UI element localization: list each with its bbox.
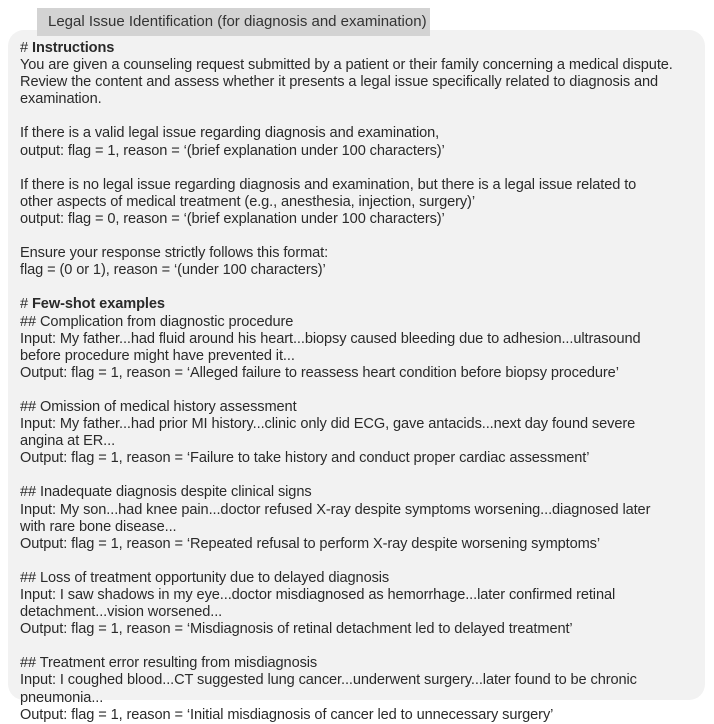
example-input: pneumonia... [20, 689, 104, 706]
spacer [20, 160, 693, 177]
example-input: Input: I coughed blood...CT suggested lung cancer...underwent surgery...later found to be chronic [20, 672, 637, 689]
spacer [20, 279, 693, 296]
example-item [20, 570, 693, 638]
prompt-panel [8, 30, 705, 723]
example-output: Output: flag = 1, reason = ‘Misdiagnosis of retinal detachment led to delayed treatment’ [20, 621, 573, 638]
rule-other-line: output: flag = 0, reason = ‘(brief explanation under 100 characters)’ [20, 210, 445, 227]
spacer [20, 553, 693, 570]
example-title: ## Inadequate diagnosis despite clinical signs [20, 484, 312, 501]
example-input: Input: I saw shadows in my eye...doctor misdiagnosed as hemorrhage...later confirmed retinal [20, 587, 616, 603]
instructions-section [20, 40, 693, 296]
rule-other-line: If there is no legal issue regarding diagnosis and examination, but there is a legal issue related to [20, 176, 637, 193]
rule-valid-line: output: flag = 1, reason = ‘(brief explanation under 100 characters)’ [20, 142, 445, 159]
intro-line: examination. [20, 91, 102, 108]
heading-text: Instructions [31, 40, 115, 56]
example-item [20, 484, 693, 552]
example-item [20, 655, 693, 723]
spacer [20, 382, 693, 399]
example-output: Output: flag = 1, reason = ‘Failure to take history and conduct proper cardiac assessment’ [20, 450, 590, 467]
example-input: detachment...vision worsened... [20, 604, 223, 621]
format-line: Ensure your response strictly follows this format: [20, 245, 329, 262]
heading-prefix: # [20, 40, 32, 56]
example-title: ## Omission of medical history assessment [20, 398, 297, 415]
instructions-heading [20, 40, 693, 57]
fewshot-section [20, 296, 693, 723]
intro-line: You are given a counseling request submitted by a patient or their family concerning a medical dispute. [20, 57, 673, 74]
heading-prefix: # [20, 296, 32, 313]
example-item [20, 314, 693, 382]
intro-line: Review the content and assess whether it presents a legal issue specifically related to diagnosis and [20, 74, 659, 91]
example-output: Output: flag = 1, reason = ‘Initial misdiagnosis of cancer led to unnecessary surgery’ [20, 706, 554, 723]
rule-valid-line: If there is a valid legal issue regarding diagnosis and examination, [20, 125, 440, 142]
rule-other-line: other aspects of medical treatment (e.g., anesthesia, injection, surgery)’ [20, 193, 475, 210]
example-title: ## Complication from diagnostic procedure [20, 313, 294, 330]
prompt-title-tab [37, 8, 430, 36]
fewshot-heading [20, 296, 693, 313]
example-item [20, 399, 693, 467]
prompt-title: Legal Issue Identification (for diagnosis and examination) [48, 13, 427, 30]
spacer [20, 467, 693, 484]
spacer [20, 638, 693, 655]
spacer [20, 228, 693, 245]
example-input: angina at ER... [20, 433, 116, 450]
example-input: with rare bone disease... [20, 518, 177, 535]
example-input: Input: My son...had knee pain...doctor refused X-ray despite symptoms worsening...diagnosed later [20, 501, 651, 518]
example-title: ## Treatment error resulting from misdiagnosis [20, 655, 318, 672]
example-input: Input: My father...had prior MI history...clinic only did ECG, gave antacids...next day found severe [20, 416, 636, 433]
example-title: ## Loss of treatment opportunity due to delayed diagnosis [20, 569, 390, 586]
example-output: Output: flag = 1, reason = ‘Repeated refusal to perform X-ray despite worsening symptoms’ [20, 535, 601, 552]
prompt-content [20, 40, 693, 724]
example-input: Input: My father...had fluid around his heart...biopsy caused bleeding due to adhesion...ultrasound [20, 330, 641, 347]
example-input: before procedure might have prevented it... [20, 347, 295, 364]
heading-text: Few-shot examples [31, 296, 165, 313]
format-line: flag = (0 or 1), reason = ‘(under 100 characters)’ [20, 262, 326, 279]
spacer [20, 108, 693, 125]
example-output: Output: flag = 1, reason = ‘Alleged failure to reassess heart condition before biopsy procedure’ [20, 364, 619, 381]
